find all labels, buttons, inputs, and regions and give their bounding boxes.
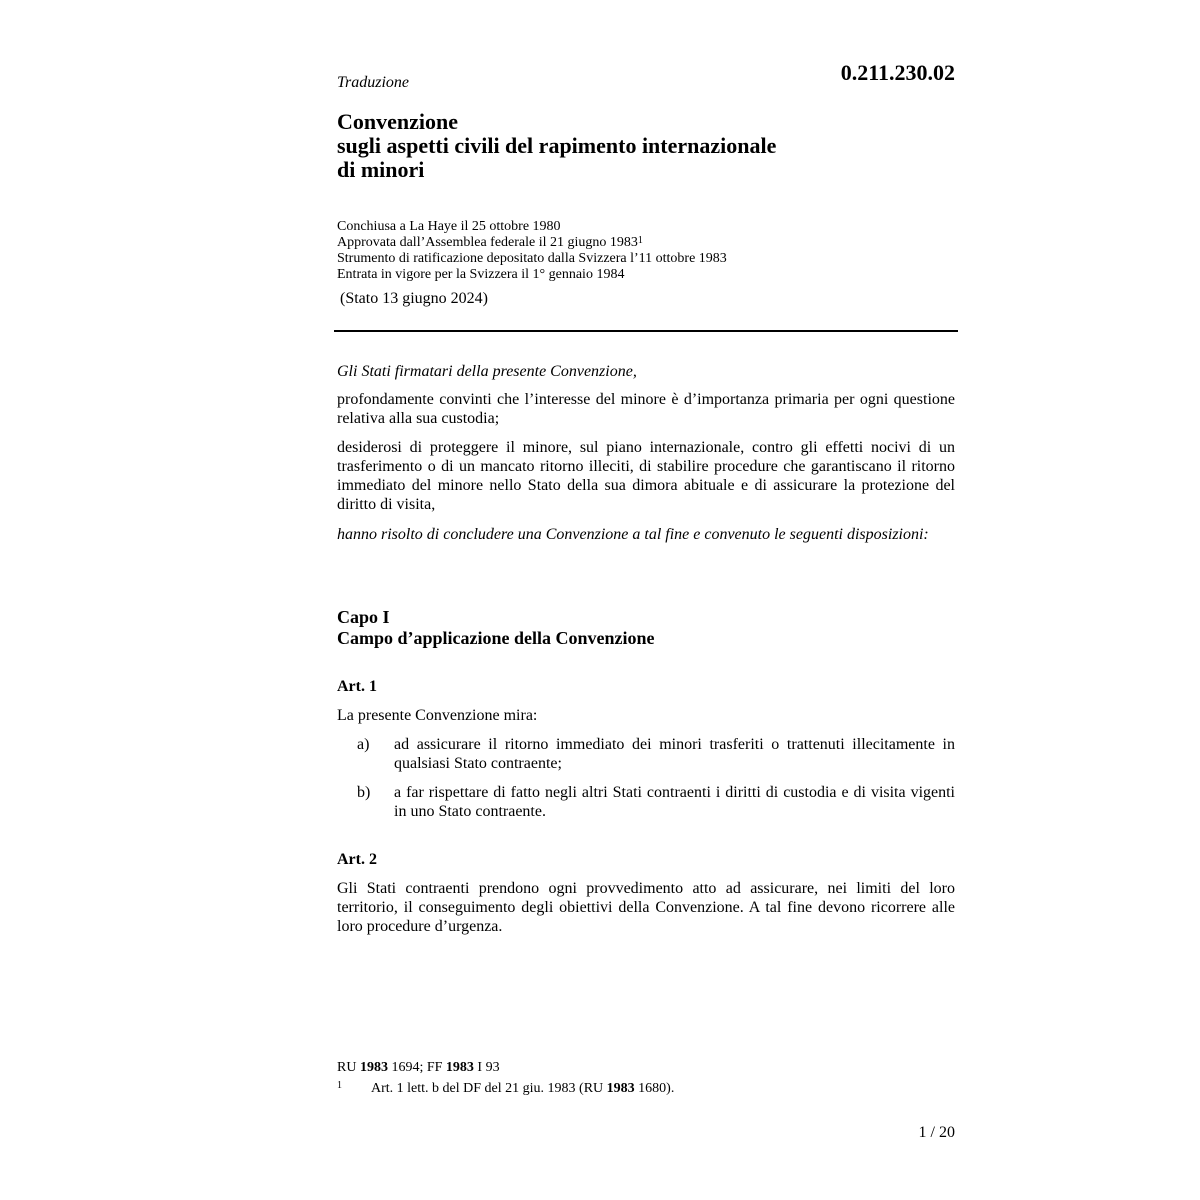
- article-2-text: Gli Stati contraenti prendono ogni provvedimento atto ad assicurare, nei limiti del loro territorio, il conseguimento degli obiettivi della Convenzione. A tal fine devono ricorrere alle loro procedure d’urgenza.: [337, 880, 955, 935]
- list-item-label: b): [357, 784, 371, 801]
- preamble-paragraph-2: desiderosi di proteggere il minore, sul piano internazionale, contro gli effetti nocivi di un trasferimento o di un mancato ritorno illeciti, di stabilire procedure che garantiscano il ritorno immediato del minore nello Stato della sua dimora abituale e di assicurare la protezione del diritto di visita,: [337, 439, 955, 513]
- header-divider: [334, 330, 958, 332]
- ref-suffix: I 93: [477, 1060, 500, 1075]
- ref-year-1: 1983: [359, 1060, 388, 1075]
- preamble-closing: hanno risolto di concludere una Convenzione a tal fine e convenuto le seguenti disposizioni:: [337, 526, 929, 543]
- footnote-mark: 1: [337, 1080, 342, 1091]
- title-line-1: Convenzione: [337, 109, 458, 134]
- chapter-heading: [337, 607, 655, 649]
- concluded-line: Conchiusa a La Haye il 25 ottobre 1980: [337, 219, 561, 234]
- approved-text: Approvata dall’Assemblea federale il 21 giugno 1983: [337, 235, 638, 250]
- article-1-intro: La presente Convenzione mira:: [337, 707, 538, 724]
- article-1-heading: Art. 1: [337, 678, 377, 695]
- document-title: [337, 110, 957, 182]
- entry-into-force-line: Entrata in vigore per la Svizzera il 1° gennaio 1984: [337, 267, 625, 282]
- ref-prefix: RU: [337, 1060, 357, 1075]
- preamble-opening: Gli Stati firmatari della presente Convenzione,: [337, 363, 637, 380]
- footnote-text-b: 1680).: [638, 1081, 675, 1096]
- ref-mid: 1694; FF: [391, 1060, 443, 1075]
- official-reference: [337, 1060, 500, 1076]
- footnote-ref[interactable]: 1: [637, 235, 643, 246]
- approved-line: [337, 235, 957, 251]
- preamble-paragraph-1: profondamente convinti che l’interesse del minore è d’importanza primaria per ogni questione relativa alla sua custodia;: [337, 391, 955, 427]
- translation-label: Traduzione: [337, 74, 410, 91]
- page-number: 1 / 20: [918, 1124, 955, 1141]
- chapter-title: Campo d’applicazione della Convenzione: [337, 628, 655, 648]
- footnote-text-a: Art. 1 lett. b del DF del 21 giu. 1983 (RU: [371, 1081, 604, 1096]
- treaty-metadata: [337, 219, 957, 283]
- list-item-text: ad assicurare il ritorno immediato dei minori trasferiti o trattenuti illecitamente in qualsiasi Stato contraente;: [394, 736, 955, 772]
- footnote-year: 1983: [606, 1081, 635, 1096]
- list-item-text: a far rispettare di fatto negli altri Stati contraenti i diritti di custodia e di visita vigenti in uno Stato contraente.: [394, 784, 955, 820]
- ratification-line: Strumento di ratificazione depositato dalla Svizzera l’11 ottobre 1983: [337, 251, 727, 266]
- footnote-text: [371, 1081, 674, 1097]
- title-line-2: sugli aspetti civili del rapimento internazionale: [337, 133, 777, 158]
- sr-number: 0.211.230.02: [840, 60, 955, 85]
- article-2-heading: Art. 2: [337, 851, 377, 868]
- chapter-number: Capo I: [337, 607, 390, 627]
- status-date: (Stato 13 giugno 2024): [340, 290, 488, 307]
- title-line-3: di minori: [337, 157, 425, 182]
- ref-year-2: 1983: [445, 1060, 474, 1075]
- list-item-label: a): [357, 736, 370, 753]
